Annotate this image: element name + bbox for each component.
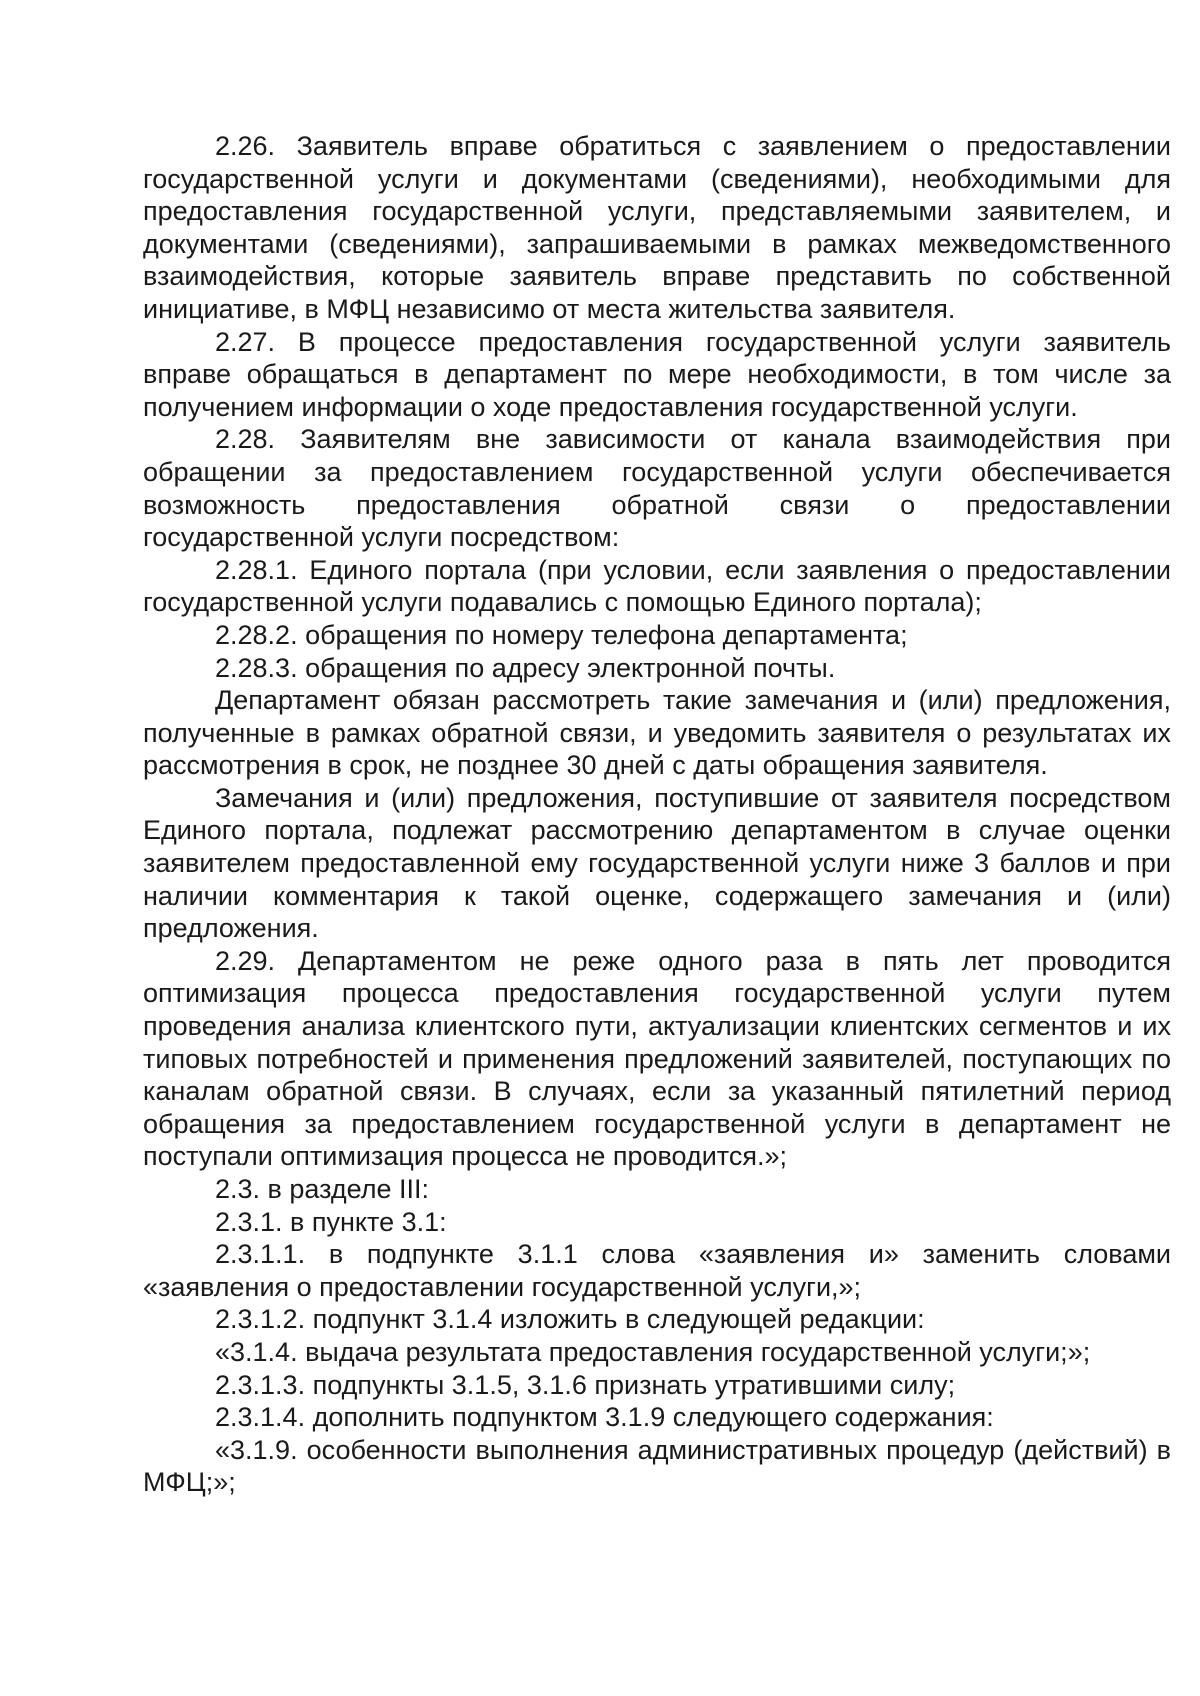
paragraph-2-29: 2.29. Департаментом не реже одного раза в пять лет проводится оптимизация процесса предоставления государственной услуги путем проведения анализа клиентского пути, актуализации клиентских сегментов и их типовых потребностей и применения предложений заявителей, поступающих по каналам обратной связи. В случаях, если за указанный пятилетний период обращения за предоставлением государственной услуги в департамент не поступали оптимизация процесса не проводится.»;	[143, 945, 1171, 1172]
paragraph-3-1-4: «3.1.4. выдача результата предоставления государственной услуги;»;	[215, 1336, 1091, 1367]
paragraph-2-3: 2.3. в разделе III:	[215, 1174, 430, 1204]
paragraph-2-28-3: 2.28.3. обращения по адресу электронной почты.	[215, 652, 836, 683]
paragraph-2-26: 2.26. Заявитель вправе обратиться с заявлением о предоставлении государственной услуги и документами (сведениями), необходимыми для предоставления государственной услуги, представляемыми заявителем, и документами (сведениями), запрашиваемыми в рамках межведомственного взаимодействия, которые заявитель вправе представить по собственной инициативе, в МФЦ независимо от места жительства заявителя.	[143, 131, 1171, 324]
paragraph-2-28-1: 2.28.1. Единого портала (при условии, если заявления о предоставлении государственной услуги подавались с помощью Единого портала);	[143, 554, 1171, 618]
paragraph-2-3-1-2: 2.3.1.2. подпункт 3.1.4 изложить в следующей редакции:	[215, 1304, 925, 1335]
paragraph-2-28: 2.28. Заявителям вне зависимости от канала взаимодействия при обращении за предоставлением государственной услуги обеспечивается возможность предоставления обратной связи о предоставлении государственной услуги посредством:	[143, 424, 1171, 553]
paragraph-remarks: Замечания и (или) предложения, поступившие от заявителя посредством Единого портала, подлежат рассмотрению департаментом в случае оценки заявителем предоставленной ему государственной услуги ниже 3 баллов и при наличии комментария к такой оценке, содержащего замечания и (или) предложения.	[143, 782, 1171, 944]
paragraph-2-3-1-4: 2.3.1.4. дополнить подпунктом 3.1.9 следующего содержания:	[215, 1402, 994, 1433]
paragraph-2-27: 2.27. В процессе предоставления государственной услуги заявитель вправе обращаться в департамент по мере необходимости, в том числе за получением информации о ходе предоставления государственной услуги.	[143, 326, 1171, 422]
paragraph-department-obligation: Департамент обязан рассмотреть такие замечания и (или) предложения, полученные в рамках обратной связи, и уведомить заявителя о результатах их рассмотрения в срок, не позднее 30 дней с даты обращения заявителя.	[143, 685, 1171, 781]
paragraph-3-1-9: «3.1.9. особенности выполнения административных процедур (действий) в МФЦ;»;	[143, 1434, 1171, 1498]
paragraph-2-3-1-3: 2.3.1.3. подпункты 3.1.5, 3.1.6 признать утратившими силу;	[215, 1369, 956, 1400]
paragraph-2-3-1: 2.3.1. в пункте 3.1:	[215, 1206, 447, 1237]
paragraph-2-3-1-1: 2.3.1.1. в подпункте 3.1.1 слова «заявления и» заменить словами «заявления о предоставлении государственной услуги,»;	[143, 1239, 1171, 1302]
document-body	[143, 130, 1171, 1499]
paragraph-2-28-2: 2.28.2. обращения по номеру телефона департамента;	[215, 619, 908, 650]
